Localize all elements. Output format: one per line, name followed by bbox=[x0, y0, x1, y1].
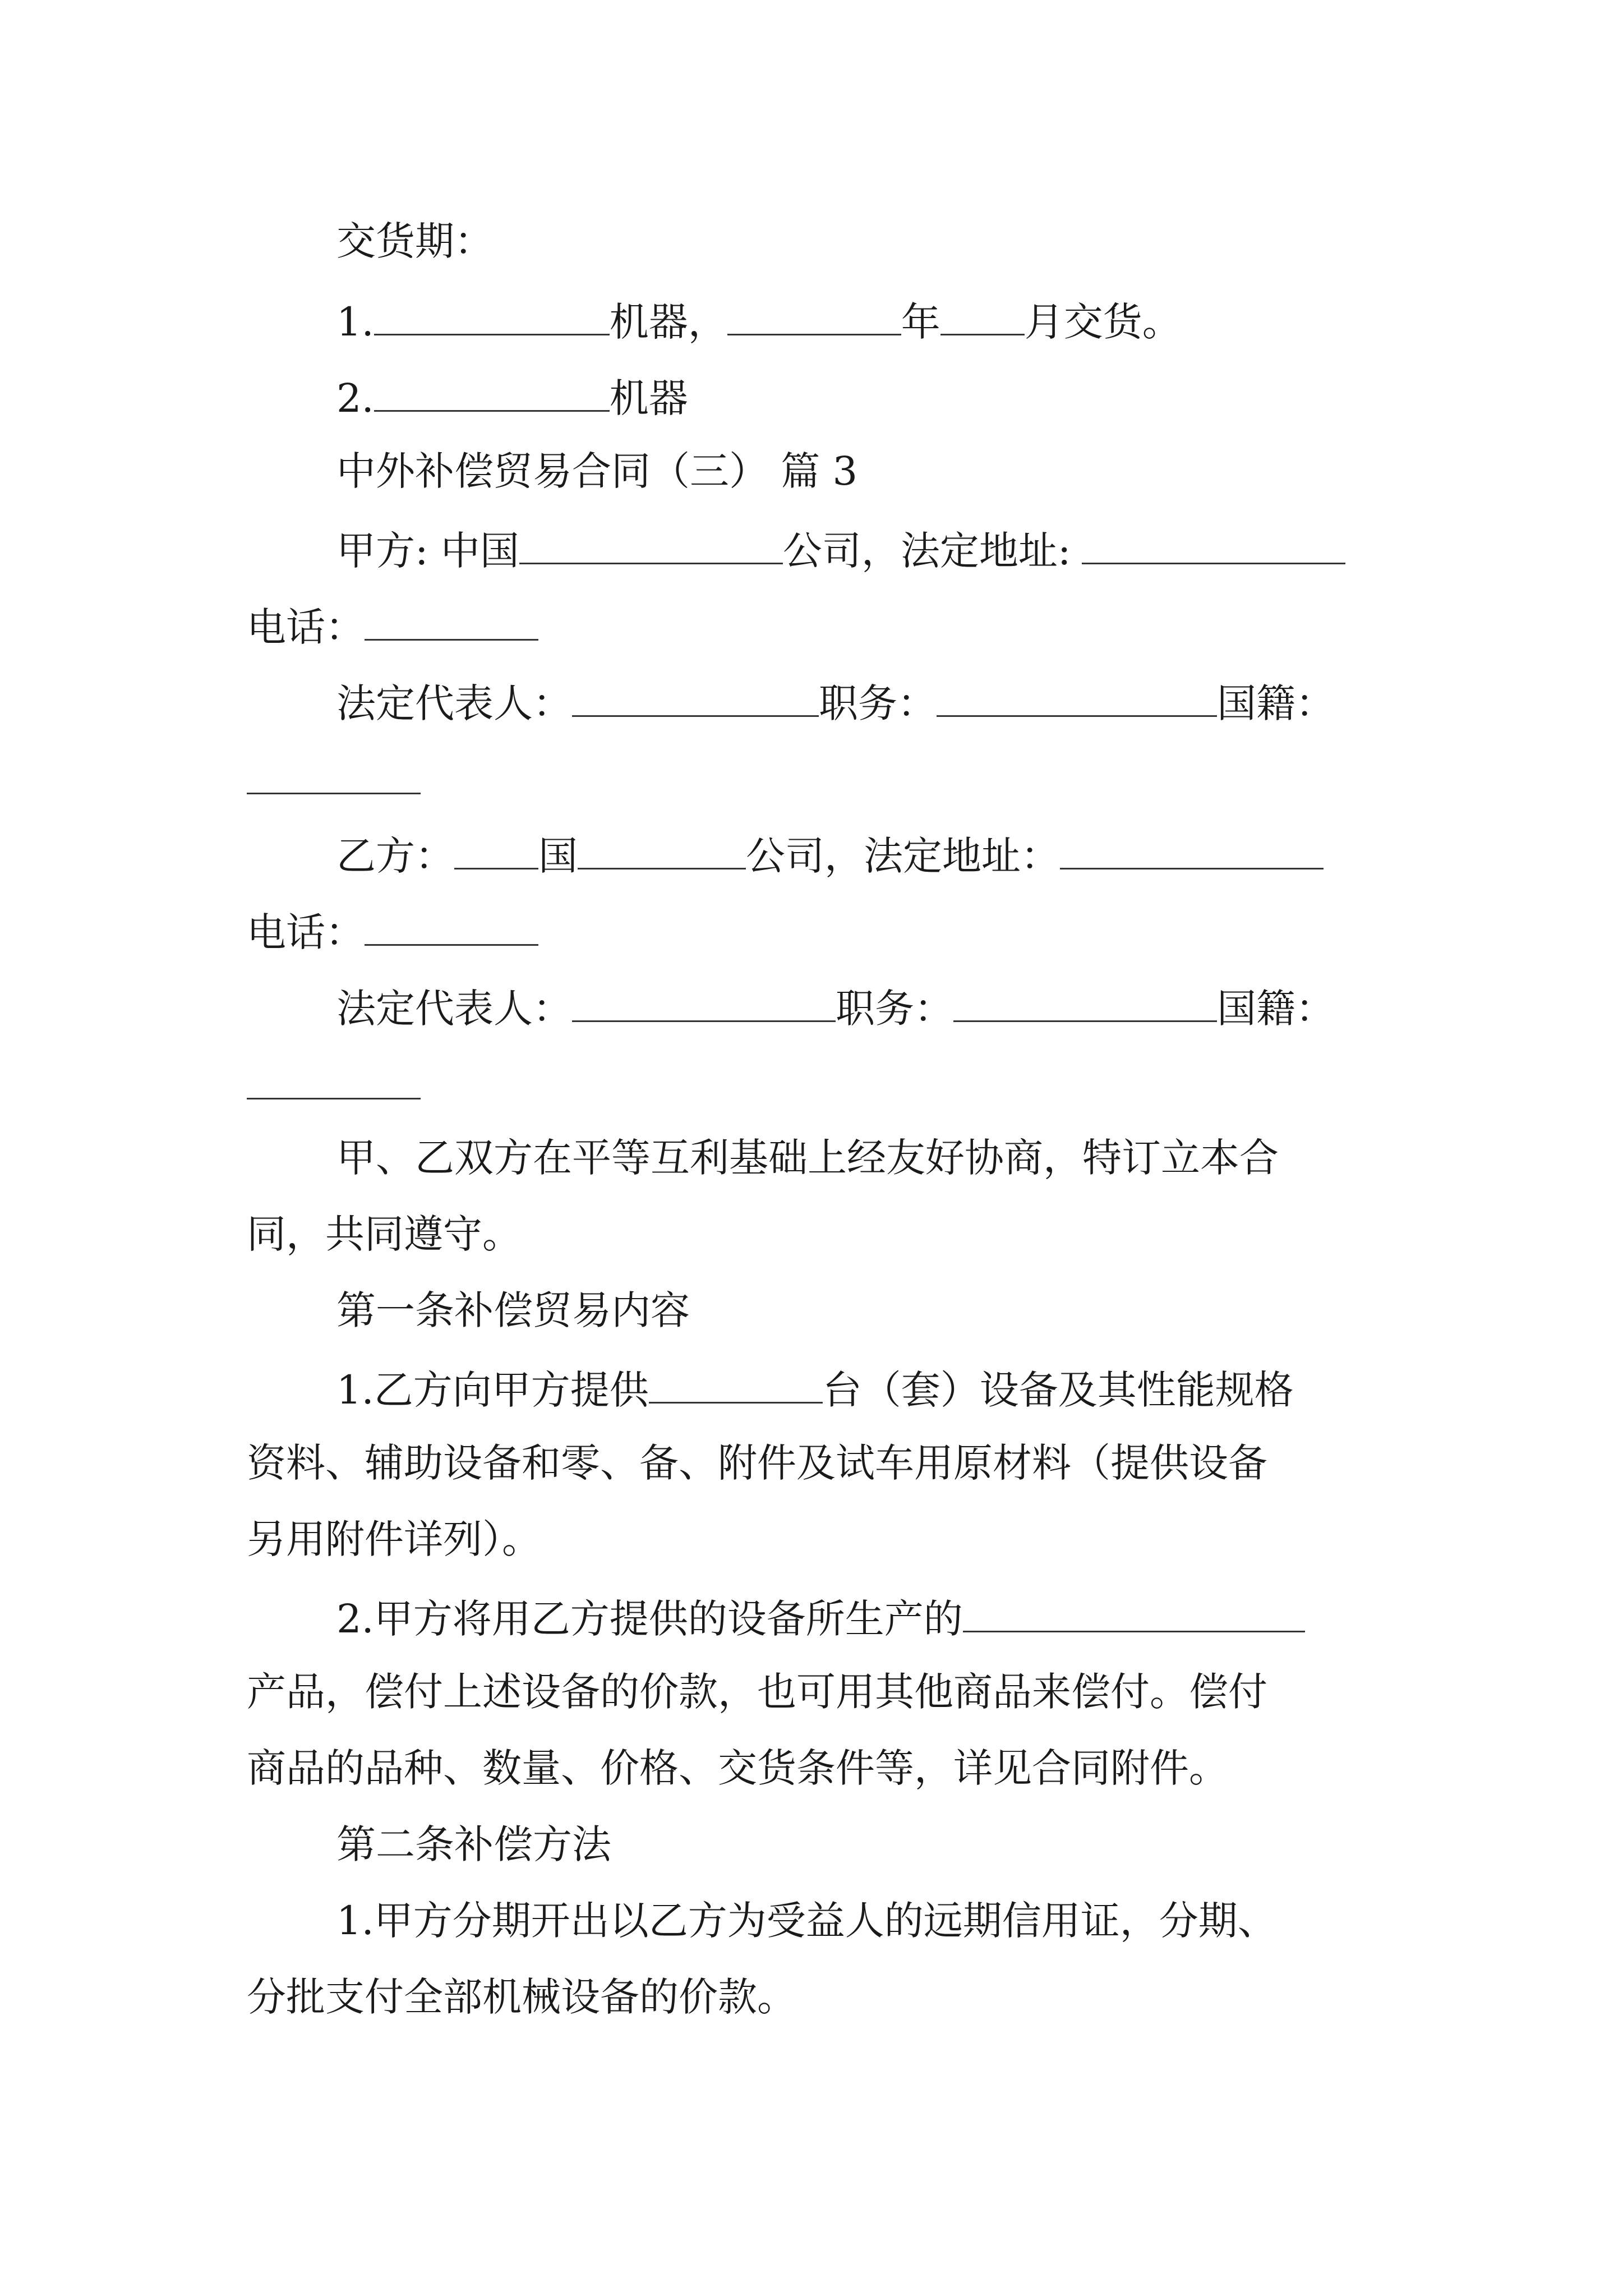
blank-line bbox=[1060, 833, 1324, 869]
party-a-phone: 电话： bbox=[247, 604, 538, 647]
preamble-line-1: 甲、乙双方在平等互利基础上经友好协商，特订立本合 bbox=[336, 1135, 1279, 1181]
blank-line bbox=[454, 833, 538, 869]
party-a-line: 甲方: 中国 公司，法定地址: bbox=[336, 528, 1345, 570]
delivery-item-2: 2. 机器 bbox=[336, 375, 688, 421]
article-2-heading: 第二条补偿方法 bbox=[336, 1821, 611, 1867]
party-b-line: 乙方： 国 公司，法定地址： bbox=[336, 833, 1324, 876]
blank-line bbox=[578, 833, 746, 869]
article-1-item-1: 1.乙方向甲方提供 台（套）设备及其性能规格 bbox=[336, 1367, 1294, 1413]
blank-line bbox=[953, 986, 1217, 1022]
blank-line bbox=[649, 1367, 823, 1404]
party-a-representative: 法定代表人： 职务： 国籍： bbox=[336, 680, 1335, 726]
article-1-item-2-cont: 产品，偿付上述设备的价款，也可用其他商品来偿付。偿付 bbox=[247, 1669, 1267, 1715]
blank-line bbox=[247, 1098, 421, 1099]
article-1-heading: 第一条补偿贸易内容 bbox=[336, 1287, 690, 1333]
contract-title: 中外补偿贸易合同（三） 篇 3 bbox=[336, 448, 858, 494]
party-b-representative: 法定代表人： 职务： 国籍： bbox=[336, 986, 1335, 1032]
article-1-item-2: 2.甲方将用乙方提供的设备所生产的 bbox=[336, 1596, 1305, 1639]
blank-line bbox=[727, 299, 901, 335]
article-1-item-2-cont: 商品的品种、数量、价格、交货条件等，详见合同附件。 bbox=[247, 1745, 1228, 1791]
blank-line bbox=[519, 528, 783, 564]
article-2-item-1-cont: 分批支付全部机械设备的价款。 bbox=[247, 1974, 796, 2020]
article-1-item-1-cont: 另用附件详列）。 bbox=[247, 1516, 541, 1562]
blank-line bbox=[572, 986, 836, 1022]
blank-line bbox=[1082, 528, 1345, 564]
preamble-line-2: 同，共同遵守。 bbox=[247, 1211, 522, 1257]
delivery-item-1: 1. 机器， 年 月交货。 bbox=[336, 299, 1182, 345]
blank-line bbox=[365, 604, 538, 641]
blank-line bbox=[940, 299, 1025, 335]
blank-line bbox=[963, 1596, 1305, 1632]
blank-line bbox=[365, 909, 538, 946]
blank-line bbox=[374, 375, 610, 412]
blank-line bbox=[572, 680, 819, 717]
blank-line bbox=[374, 299, 610, 335]
blank-line bbox=[937, 680, 1217, 717]
party-b-phone: 电话： bbox=[247, 909, 538, 952]
blank-line bbox=[247, 793, 421, 794]
article-2-item-1: 1.甲方分期开出以乙方为受益人的远期信用证，分期、 bbox=[336, 1898, 1277, 1944]
article-1-item-1-cont: 资料、辅助设备和零、备、附件及试车用原材料（提供设备 bbox=[247, 1440, 1267, 1486]
delivery-heading: 交货期： bbox=[336, 218, 494, 264]
